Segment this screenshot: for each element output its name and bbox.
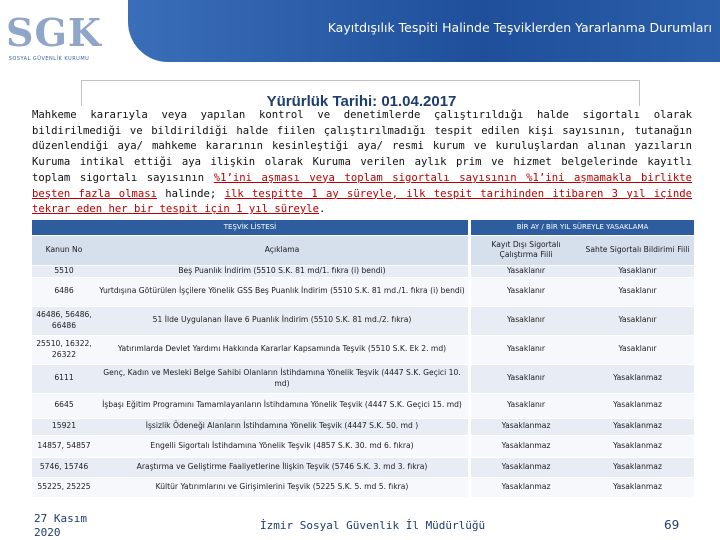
law-cell: 5746, 15746	[32, 457, 96, 477]
paragraph-text: halinde;	[157, 187, 225, 200]
table-row	[32, 457, 694, 477]
footer-date: 27 Kasım 2020	[34, 512, 87, 539]
regulation-paragraph	[32, 108, 692, 218]
table-row	[32, 306, 694, 335]
content-frame	[81, 80, 640, 110]
law-cell: 6645	[32, 393, 96, 418]
fake-cell: Yasaklanır	[581, 335, 694, 364]
header-band	[128, 0, 720, 62]
paragraph-text: .	[319, 203, 326, 216]
fake-cell: Yasaklanır	[581, 277, 694, 306]
page-number: 69	[664, 518, 680, 532]
page-title: Kayıtdışılık Tespiti Halinde Teşviklerden Yararlanma Durumları	[327, 20, 712, 35]
fake-cell: Yasaklanır	[581, 265, 694, 277]
table-row	[32, 435, 694, 457]
fake-cell: Yasaklanmaz	[581, 393, 694, 418]
informal-cell: Yasaklanmaz	[471, 435, 581, 457]
footer-organization: İzmir Sosyal Güvenlik İl Müdürlüğü	[260, 519, 486, 532]
table-row	[32, 265, 694, 277]
paragraph-text: Mahkeme kararıyla veya yapılan kontrol ve denetimlerde çalıştırıldığı halde sigortalı olarak bildirilmediği ve bildirildiği halde fiilen çalıştırılmadığı tespit edilen kişi sayısının, tutanağın düzenlendiği aya/ mahkeme kararının kesinleştiği aya/ resmi kurum ve kuruluşlardan alınan yazıların Kuruma intikal ettiği aya ilişkin olarak Kuruma verilen aylık prim ve hizmet belgelerinde kayıtlı toplam sigortalı sayısının	[32, 109, 692, 184]
table-row	[32, 477, 694, 497]
column-header-fake: Sahte Sigortalı Bildirimi Fiili	[581, 235, 694, 265]
logo-subtitle: SOSYAL GÜVENLİK KURUMU	[8, 56, 90, 62]
fake-cell: Yasaklanır	[581, 306, 694, 335]
fake-cell: Yasaklanmaz	[581, 418, 694, 435]
informal-cell: Yasaklanmaz	[471, 457, 581, 477]
informal-cell: Yasaklanmaz	[471, 477, 581, 497]
fake-cell: Yasaklanmaz	[581, 364, 694, 393]
law-cell: 15921	[32, 418, 96, 435]
description-cell: İşsizlik Ödeneği Alanların İstihdamına Yönelik Teşvik (4447 S.K. 50. md )	[96, 418, 468, 435]
table-column-header	[32, 235, 694, 265]
law-cell: 6486	[32, 277, 96, 306]
effective-date-heading: Yürürlük Tarihi: 01.04.2017	[266, 93, 457, 110]
sgk-logo	[6, 8, 102, 68]
table-row	[32, 364, 694, 393]
description-cell: Beş Puanlık İndirim (5510 S.K. 81 md/1. fıkra (i) bendi)	[96, 265, 468, 277]
duration-highlight: ilk tespitte 1 ay süreyle, ilk tespit tarihinden itibaren 3 yıl içinde tekrar eden her bir tespit için 1 yıl süreyle	[32, 187, 692, 216]
table-row	[32, 277, 694, 306]
table-row	[32, 335, 694, 364]
table-row	[32, 393, 694, 418]
informal-cell: Yasaklanır	[471, 306, 581, 335]
informal-cell: Yasaklanır	[471, 364, 581, 393]
fake-cell: Yasaklanmaz	[581, 477, 694, 497]
description-cell: Engelli Sigortalı İstihdamına Yönelik Teşvik (4857 S.K. 30. md 6. fıkra)	[96, 435, 468, 457]
column-header-law: Kanun No	[32, 235, 96, 265]
law-cell: 6111	[32, 364, 96, 393]
informal-cell: Yasaklanmaz	[471, 418, 581, 435]
fake-cell: Yasaklanmaz	[581, 435, 694, 457]
incentive-table	[32, 220, 694, 498]
informal-cell: Yasaklanır	[471, 277, 581, 306]
law-cell: 55225, 25225	[32, 477, 96, 497]
description-cell: Araştırma ve Geliştirme Faaliyetlerine İlişkin Teşvik (5746 S.K. 3. md 3. fıkra)	[96, 457, 468, 477]
law-cell: 46486, 56486, 66486	[32, 306, 96, 335]
table-group-header	[32, 220, 694, 235]
column-header-informal: Kayıt Dışı Sigortalı Çalıştırma Fiili	[471, 235, 581, 265]
fake-cell: Yasaklanmaz	[581, 457, 694, 477]
prohibition-header: BİR AY / BİR YIL SÜREYLE YASAKLAMA	[471, 220, 694, 235]
informal-cell: Yasaklanır	[471, 393, 581, 418]
law-cell: 14857, 54857	[32, 435, 96, 457]
logo-text: SGK	[6, 10, 102, 55]
threshold-highlight: %1’ini aşması veya toplam sigortalı sayısının %1’ini aşmamakla birlikte beşten fazla olması	[32, 171, 692, 200]
column-header-description: Açıklama	[96, 235, 468, 265]
description-cell: Kültür Yatırımlarını ve Girişimlerini Teşvik (5225 S.K. 5. md 5. fıkra)	[96, 477, 468, 497]
description-cell: Yatırımlarda Devlet Yardımı Hakkında Kararlar Kapsamında Teşvik (5510 S.K. Ek 2. md)	[96, 335, 468, 364]
table-row	[32, 418, 694, 435]
description-cell: Yurtdışına Götürülen İşçilere Yönelik GSS Beş Puanlık İndirim (5510 S.K. 81 md./1. fıkra (i) bendi)	[96, 277, 468, 306]
description-cell: İşbaşı Eğitim Programını Tamamlayanların İstihdamına Yönelik Teşvik (4447 S.K. Geçici 15. md)	[96, 393, 468, 418]
description-cell: 51 İlde Uygulanan İlave 6 Puanlık İndirim (5510 S.K. 81 md./2. fıkra)	[96, 306, 468, 335]
law-cell: 25510, 16322, 26322	[32, 335, 96, 364]
incentive-list-header: TEŞVİK LİSTESİ	[32, 220, 468, 235]
slide-header	[0, 0, 720, 74]
informal-cell: Yasaklanır	[471, 265, 581, 277]
informal-cell: Yasaklanır	[471, 335, 581, 364]
law-cell: 5510	[32, 265, 96, 277]
description-cell: Genç, Kadın ve Mesleki Belge Sahibi Olanların İstihdamına Yönelik Teşvik (4447 S.K. Geçici 10. md)	[96, 364, 468, 393]
